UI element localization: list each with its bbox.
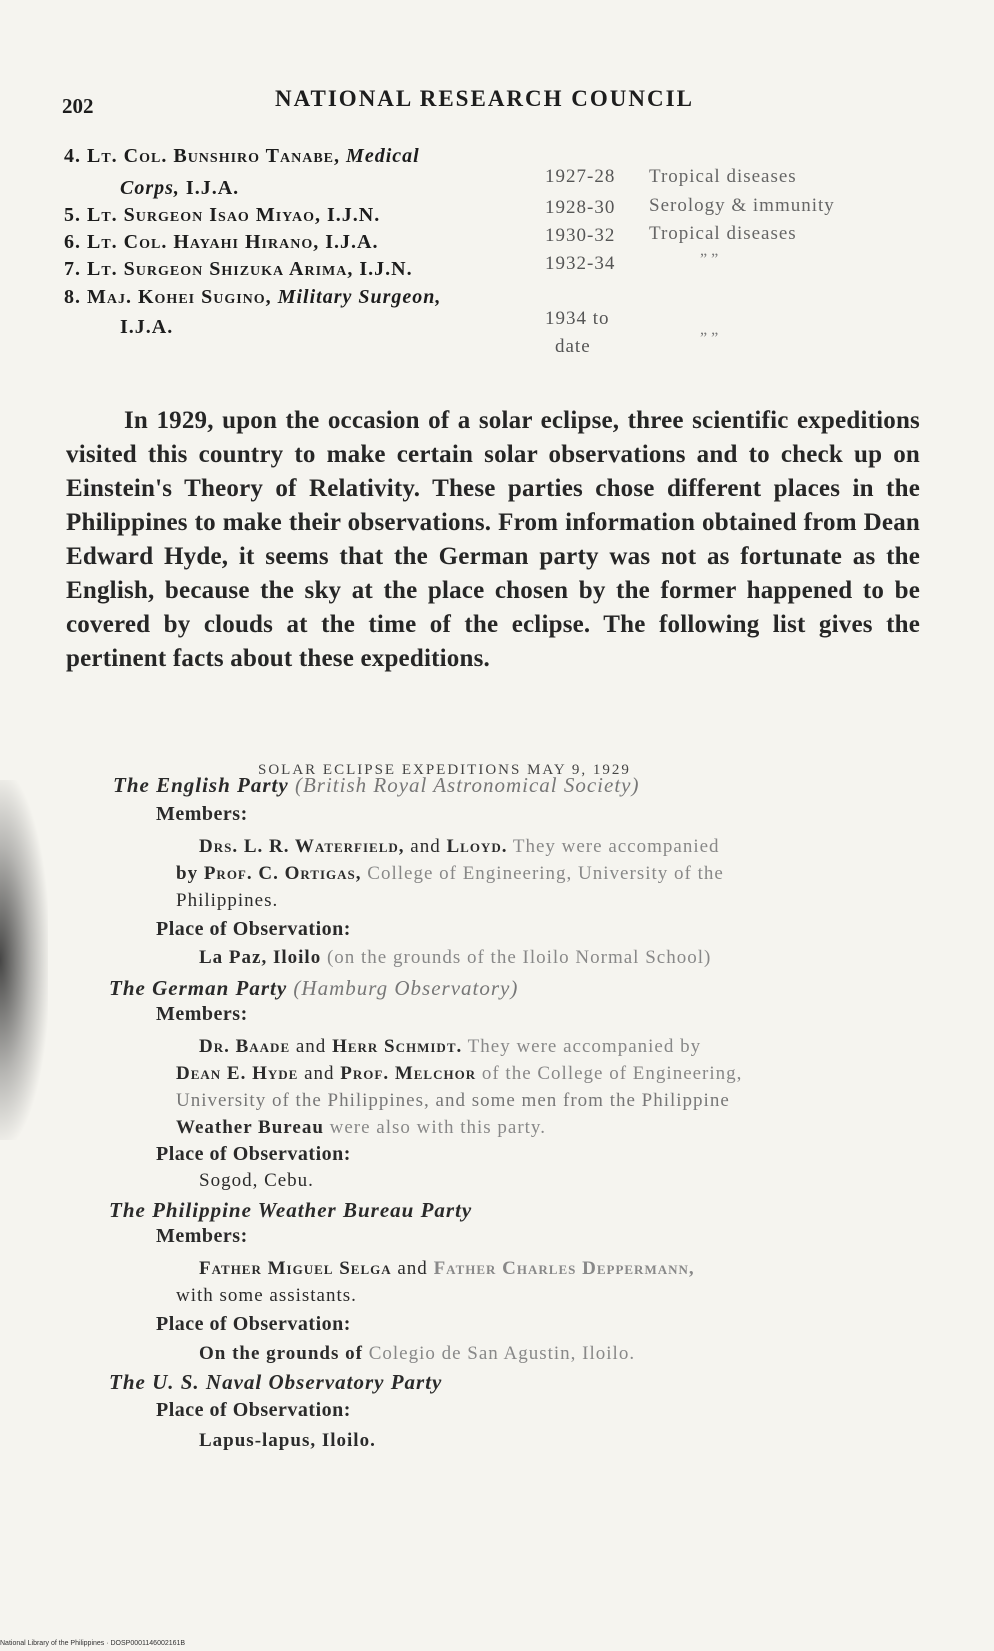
ditto-mark: ” ” [700,251,719,268]
party-heading-english: The English Party (British Royal Astronomical Society) [113,773,640,797]
place-label: Place of Observation: [156,1399,351,1421]
members-text: with some assistants. [176,1285,357,1306]
members-text: Drs. L. R. Waterfield, and Lloyd. They were accompanied [199,836,720,857]
members-text: Father Miguel Selga and Father Charles Deppermann, [199,1258,695,1279]
members-text: by Prof. C. Ortigas, College of Engineering, University of the [176,863,724,884]
place-text: La Paz, Iloilo (on the grounds of the Iloilo Normal School) [199,947,712,968]
place-label: Place of Observation: [156,918,351,940]
party-heading-weather-bureau: The Philippine Weather Bureau Party [109,1198,473,1222]
officer-field: Tropical diseases [649,223,797,244]
officer-row: 8. Maj. Kohei Sugino, Military Surgeon, [64,286,442,308]
officer-years-cont: date [555,336,591,357]
members-label: Members: [156,1003,248,1025]
ditto-mark: ” ” [700,330,719,347]
officer-row-cont: Corps, I.J.A. [120,177,240,199]
officer-years: 1928-30 [545,197,616,218]
place-label: Place of Observation: [156,1143,351,1165]
members-text: Dean E. Hyde and Prof. Melchor of the College of Engineering, [176,1063,743,1084]
members-text: University of the Philippines, and some men from the Philippine [176,1090,730,1111]
body-paragraph: In 1929, upon the occasion of a solar eclipse, three scientific expeditions visited this country to make certain solar observations and to check up on Einstein's Theory of Relativity. These parties chose different places in the Philippines to make their observations. From information obtained from Dean Edward Hyde, it seems that the German party was not as fortunate as the English, because the sky at the place chosen by the former happened to be covered by clouds at the time of the eclipse. The following list gives the pertinent facts about these expeditions. [66,407,920,672]
members-label: Members: [156,803,248,825]
page-number: 202 [62,94,94,118]
table-caption: SOLAR ECLIPSE EXPEDITIONS MAY 9, 1929 [258,762,631,778]
party-heading-naval: The U. S. Naval Observatory Party [109,1370,443,1394]
party-heading-german: The German Party (Hamburg Observatory) [109,976,519,1000]
officer-row: 6. Lt. Col. Hayahi Hirano, I.J.A. [64,231,379,253]
officer-field: Tropical diseases [649,166,797,187]
officer-row-cont: I.J.A. [120,316,174,338]
place-text: On the grounds of Colegio de San Agustin, Iloilo. [199,1343,636,1364]
officer-field: Serology & immunity [649,195,835,216]
running-head: NATIONAL RESEARCH COUNCIL [275,86,694,111]
members-text: Dr. Baade and Herr Schmidt. They were accompanied by [199,1036,702,1057]
officer-row: 7. Lt. Surgeon Shizuka Arima, I.J.N. [64,258,413,280]
place-text: Sogod, Cebu. [199,1170,314,1191]
members-label: Members: [156,1225,248,1247]
place-label: Place of Observation: [156,1313,351,1335]
scan-footer: National Library of the Philippines · DOSP0001146002161B [0,1640,186,1647]
officer-years: 1932-34 [545,253,616,274]
binding-shadow [0,780,48,1140]
officer-years: 1930-32 [545,225,616,246]
place-text: Lapus-lapus, Iloilo. [199,1430,376,1451]
officer-years: 1927-28 [545,166,616,187]
officer-row: 4. Lt. Col. Bunshiro Tanabe, Medical [64,145,420,167]
members-text: Weather Bureau were also with this party. [176,1117,546,1138]
officer-row: 5. Lt. Surgeon Isao Miyao, I.J.N. [64,204,381,226]
members-text: Philippines. [176,890,279,911]
officer-years: 1934 to [545,308,610,329]
